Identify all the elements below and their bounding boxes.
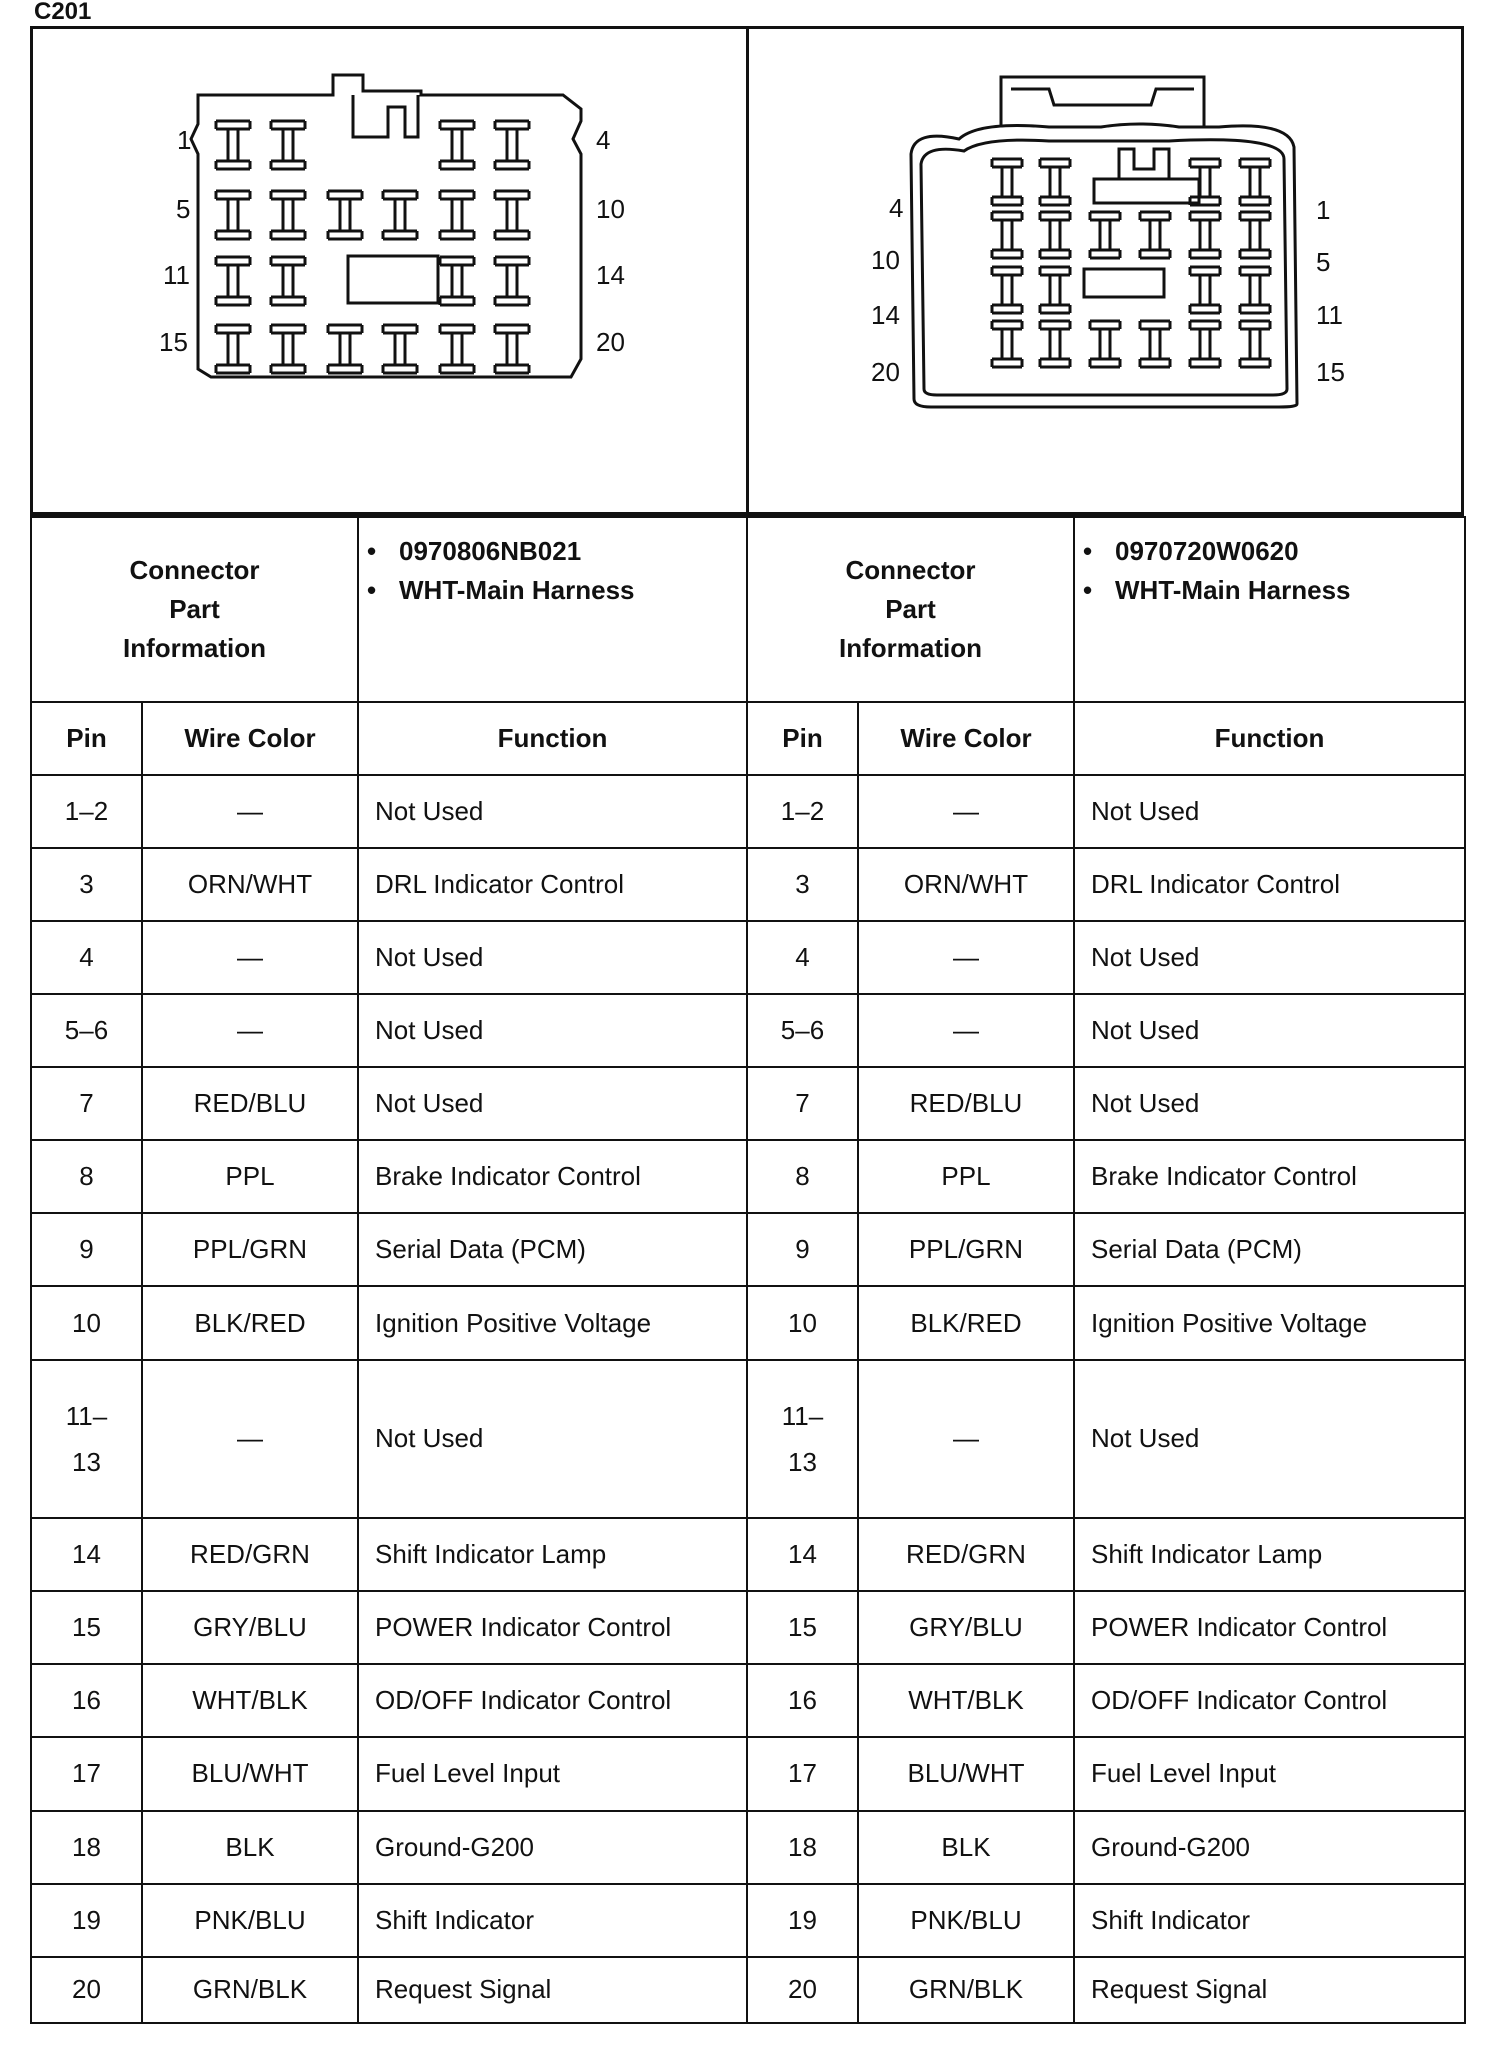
left-pin-label: 1 (177, 125, 192, 155)
left-pin-label: 11 (163, 260, 190, 290)
function-cell: Shift Indicator Lamp (358, 1518, 747, 1591)
function-cell: Serial Data (PCM) (1074, 1213, 1465, 1286)
wire-color-cell: — (142, 775, 358, 848)
function-cell: Not Used (358, 921, 747, 994)
right-pin-label: 20 (871, 357, 900, 387)
right-terminal-cavity (1090, 321, 1120, 367)
wire-color-cell: — (858, 994, 1074, 1067)
right-connector-key-notch (1119, 149, 1169, 179)
right-terminal-cavity (1090, 212, 1120, 258)
left-terminal-cavity (495, 191, 529, 239)
left-terminal-cavity (328, 191, 362, 239)
wire-color-cell: BLK/RED (142, 1286, 358, 1359)
left-terminal-cavity (440, 325, 474, 373)
function-cell: OD/OFF Indicator Control (358, 1664, 747, 1737)
right-terminal-cavity (1190, 321, 1220, 367)
left-terminal-cavity (383, 191, 417, 239)
header-function: Function (1074, 702, 1465, 774)
right-harness: • WHT-Main Harness (1115, 571, 1464, 610)
right-terminal-cavity (992, 159, 1022, 205)
function-cell: Not Used (1074, 775, 1465, 848)
left-terminal-cavity (383, 325, 417, 373)
right-pin-label: 10 (871, 245, 900, 275)
right-pin-label: 14 (871, 300, 900, 330)
right-connector-latch (1001, 77, 1204, 127)
left-part-info (358, 517, 747, 702)
right-part-info-label: Connector Part Information (747, 517, 1074, 702)
pin-cell: 1–2 (747, 775, 858, 848)
table-row (31, 1140, 1465, 1213)
function-cell: Ignition Positive Voltage (1074, 1286, 1465, 1359)
pin-cell: 3 (31, 848, 142, 921)
right-terminal-cavity (1040, 321, 1070, 367)
header-wire-color: Wire Color (142, 702, 358, 774)
left-connector-diagram (33, 29, 746, 513)
right-terminal-cavity (1240, 267, 1270, 313)
wire-color-cell: RED/GRN (858, 1518, 1074, 1591)
pin-cell: 18 (747, 1811, 858, 1884)
wire-color-cell: GRN/BLK (858, 1957, 1074, 2023)
function-cell: Not Used (358, 1067, 747, 1140)
right-terminal-cavity (992, 267, 1022, 313)
left-terminal-cavity (271, 325, 305, 373)
wire-color-cell: GRN/BLK (142, 1957, 358, 2023)
pin-cell: 4 (31, 921, 142, 994)
right-pin-label: 15 (1316, 357, 1345, 387)
right-connector-key (1094, 179, 1199, 203)
function-cell: Ignition Positive Voltage (358, 1286, 747, 1359)
function-cell: Not Used (358, 1360, 747, 1518)
left-terminal-cavity (495, 257, 529, 305)
left-terminal-cavity (271, 257, 305, 305)
wire-color-cell: BLU/WHT (142, 1737, 358, 1810)
right-connector-latch-inner (1011, 89, 1194, 105)
pin-cell: 8 (31, 1140, 142, 1213)
left-part-info-label: Connector Part Information (31, 517, 358, 702)
table-row (31, 848, 1465, 921)
function-cell: Shift Indicator (358, 1884, 747, 1957)
table-row (31, 1884, 1465, 1957)
wire-color-cell: BLU/WHT (858, 1737, 1074, 1810)
left-terminal-cavity (216, 325, 250, 373)
function-cell: POWER Indicator Control (358, 1591, 747, 1664)
table-row (31, 1213, 1465, 1286)
pin-cell: 8 (747, 1140, 858, 1213)
wire-color-cell: PNK/BLU (858, 1884, 1074, 1957)
left-connector-key (353, 95, 418, 137)
right-terminal-cavity (992, 321, 1022, 367)
table-row (31, 994, 1465, 1067)
function-cell: Ground-G200 (358, 1811, 747, 1884)
function-cell: Shift Indicator (1074, 1884, 1465, 1957)
right-terminal-cavity (1240, 321, 1270, 367)
pinout-table (30, 516, 1466, 2024)
connector-diagrams (30, 26, 1464, 516)
wire-color-cell: WHT/BLK (142, 1664, 358, 1737)
wire-color-cell: RED/BLU (142, 1067, 358, 1140)
right-terminal-cavity (992, 212, 1022, 258)
function-cell: Ground-G200 (1074, 1811, 1465, 1884)
left-terminal-cavity (216, 121, 250, 169)
wire-color-cell: GRY/BLU (142, 1591, 358, 1664)
function-cell: POWER Indicator Control (1074, 1591, 1465, 1664)
pin-cell: 15 (747, 1591, 858, 1664)
wire-color-cell: PPL/GRN (858, 1213, 1074, 1286)
left-pin-label: 5 (176, 194, 191, 224)
left-terminal-cavity (495, 325, 529, 373)
table-header-row (31, 702, 1465, 774)
function-cell: Request Signal (1074, 1957, 1465, 2023)
table-row (31, 1737, 1465, 1810)
wire-color-cell: — (858, 1360, 1074, 1518)
right-pin-label: 11 (1316, 300, 1343, 330)
left-terminal-cavity (440, 257, 474, 305)
left-terminal-cavity (216, 191, 250, 239)
function-cell: Fuel Level Input (1074, 1737, 1465, 1810)
table-row (31, 1360, 1465, 1518)
pin-cell: 11– 13 (747, 1360, 858, 1518)
function-cell: Not Used (358, 994, 747, 1067)
left-terminal-cavity (216, 257, 250, 305)
table-row (31, 1067, 1465, 1140)
pin-cell: 3 (747, 848, 858, 921)
pin-cell: 14 (31, 1518, 142, 1591)
pin-cell: 11– 13 (31, 1360, 142, 1518)
left-terminal-cavity (271, 121, 305, 169)
table-row (31, 1664, 1465, 1737)
pin-cell: 5–6 (31, 994, 142, 1067)
function-cell: Serial Data (PCM) (358, 1213, 747, 1286)
function-cell: Brake Indicator Control (1074, 1140, 1465, 1213)
table-row (31, 921, 1465, 994)
right-terminal-cavity (1040, 212, 1070, 258)
function-cell: OD/OFF Indicator Control (1074, 1664, 1465, 1737)
left-terminal-cavity (495, 121, 529, 169)
right-terminal-cavity (1190, 267, 1220, 313)
right-terminal-cavity (1240, 212, 1270, 258)
pin-cell: 16 (747, 1664, 858, 1737)
wire-color-cell: ORN/WHT (142, 848, 358, 921)
pin-cell: 10 (747, 1286, 858, 1359)
pin-cell: 4 (747, 921, 858, 994)
pin-cell: 1–2 (31, 775, 142, 848)
table-row (31, 1811, 1465, 1884)
function-cell: Not Used (1074, 1067, 1465, 1140)
function-cell: Fuel Level Input (358, 1737, 747, 1810)
table-row (31, 775, 1465, 848)
pin-cell: 16 (31, 1664, 142, 1737)
left-terminal-cavity (440, 121, 474, 169)
right-terminal-cavity (1040, 267, 1070, 313)
wire-color-cell: RED/GRN (142, 1518, 358, 1591)
pin-cell: 5–6 (747, 994, 858, 1067)
wire-color-cell: — (858, 921, 1074, 994)
pin-cell: 19 (747, 1884, 858, 1957)
left-harness: • WHT-Main Harness (399, 571, 746, 610)
wire-color-cell: — (858, 775, 1074, 848)
function-cell: Request Signal (358, 1957, 747, 2023)
wire-color-cell: — (142, 921, 358, 994)
function-cell: DRL Indicator Control (1074, 848, 1465, 921)
pin-cell: 7 (747, 1067, 858, 1140)
wire-color-cell: PPL (858, 1140, 1074, 1213)
table-row (31, 1518, 1465, 1591)
function-cell: Not Used (1074, 994, 1465, 1067)
function-cell: Brake Indicator Control (358, 1140, 747, 1213)
right-part-info (1074, 517, 1465, 702)
pin-cell: 17 (747, 1737, 858, 1810)
wire-color-cell: — (142, 994, 358, 1067)
left-terminal-cavity (328, 325, 362, 373)
function-cell: Not Used (1074, 921, 1465, 994)
right-pin-label: 4 (889, 193, 904, 223)
wire-color-cell: BLK/RED (858, 1286, 1074, 1359)
wire-color-cell: PPL/GRN (142, 1213, 358, 1286)
left-pin-label: 15 (159, 327, 188, 357)
right-connector-diagram (749, 29, 1461, 513)
header-wire-color: Wire Color (858, 702, 1074, 774)
left-part-number: • 0970806NB021 (399, 532, 746, 571)
connector-info-row (31, 517, 1465, 702)
pin-cell: 9 (747, 1213, 858, 1286)
right-terminal-cavity (1040, 159, 1070, 205)
pin-cell: 14 (747, 1518, 858, 1591)
function-cell: Not Used (1074, 1360, 1465, 1518)
right-terminal-cavity (1190, 212, 1220, 258)
pin-cell: 10 (31, 1286, 142, 1359)
pin-cell: 20 (747, 1957, 858, 2023)
wire-color-cell: BLK (142, 1811, 358, 1884)
pin-cell: 20 (31, 1957, 142, 2023)
table-row (31, 1957, 1465, 2023)
table-row (31, 1286, 1465, 1359)
left-terminal-cavity (440, 191, 474, 239)
function-cell: Shift Indicator Lamp (1074, 1518, 1465, 1591)
pin-cell: 7 (31, 1067, 142, 1140)
right-terminal-cavity (1140, 321, 1170, 367)
right-terminal-cavity (1190, 159, 1220, 205)
wire-color-cell: RED/BLU (858, 1067, 1074, 1140)
left-pin-label: 20 (596, 327, 625, 357)
right-pin-label: 1 (1316, 195, 1331, 225)
left-pin-label: 4 (596, 125, 611, 155)
pin-cell: 15 (31, 1591, 142, 1664)
right-part-number: • 0970720W0620 (1115, 532, 1464, 571)
wire-color-cell: — (142, 1360, 358, 1518)
pin-cell: 19 (31, 1884, 142, 1957)
right-terminal-cavity (1140, 212, 1170, 258)
function-cell: Not Used (358, 775, 747, 848)
wire-color-cell: WHT/BLK (858, 1664, 1074, 1737)
pin-cell: 17 (31, 1737, 142, 1810)
header-pin: Pin (747, 702, 858, 774)
left-pin-label: 14 (596, 260, 625, 290)
wire-color-cell: PPL (142, 1140, 358, 1213)
header-function: Function (358, 702, 747, 774)
wire-color-cell: BLK (858, 1811, 1074, 1884)
table-row (31, 1591, 1465, 1664)
pin-cell: 18 (31, 1811, 142, 1884)
wire-color-cell: PNK/BLU (142, 1884, 358, 1957)
left-pin-label: 10 (596, 194, 625, 224)
connector-id: C201 (34, 0, 92, 25)
wire-color-cell: ORN/WHT (858, 848, 1074, 921)
header-pin: Pin (31, 702, 142, 774)
left-connector-blank-cavity (348, 256, 438, 303)
function-cell: DRL Indicator Control (358, 848, 747, 921)
pin-cell: 9 (31, 1213, 142, 1286)
right-pin-label: 5 (1316, 247, 1331, 277)
right-connector-blank-cavity (1084, 269, 1164, 297)
left-terminal-cavity (271, 191, 305, 239)
wire-color-cell: GRY/BLU (858, 1591, 1074, 1664)
right-terminal-cavity (1240, 159, 1270, 205)
